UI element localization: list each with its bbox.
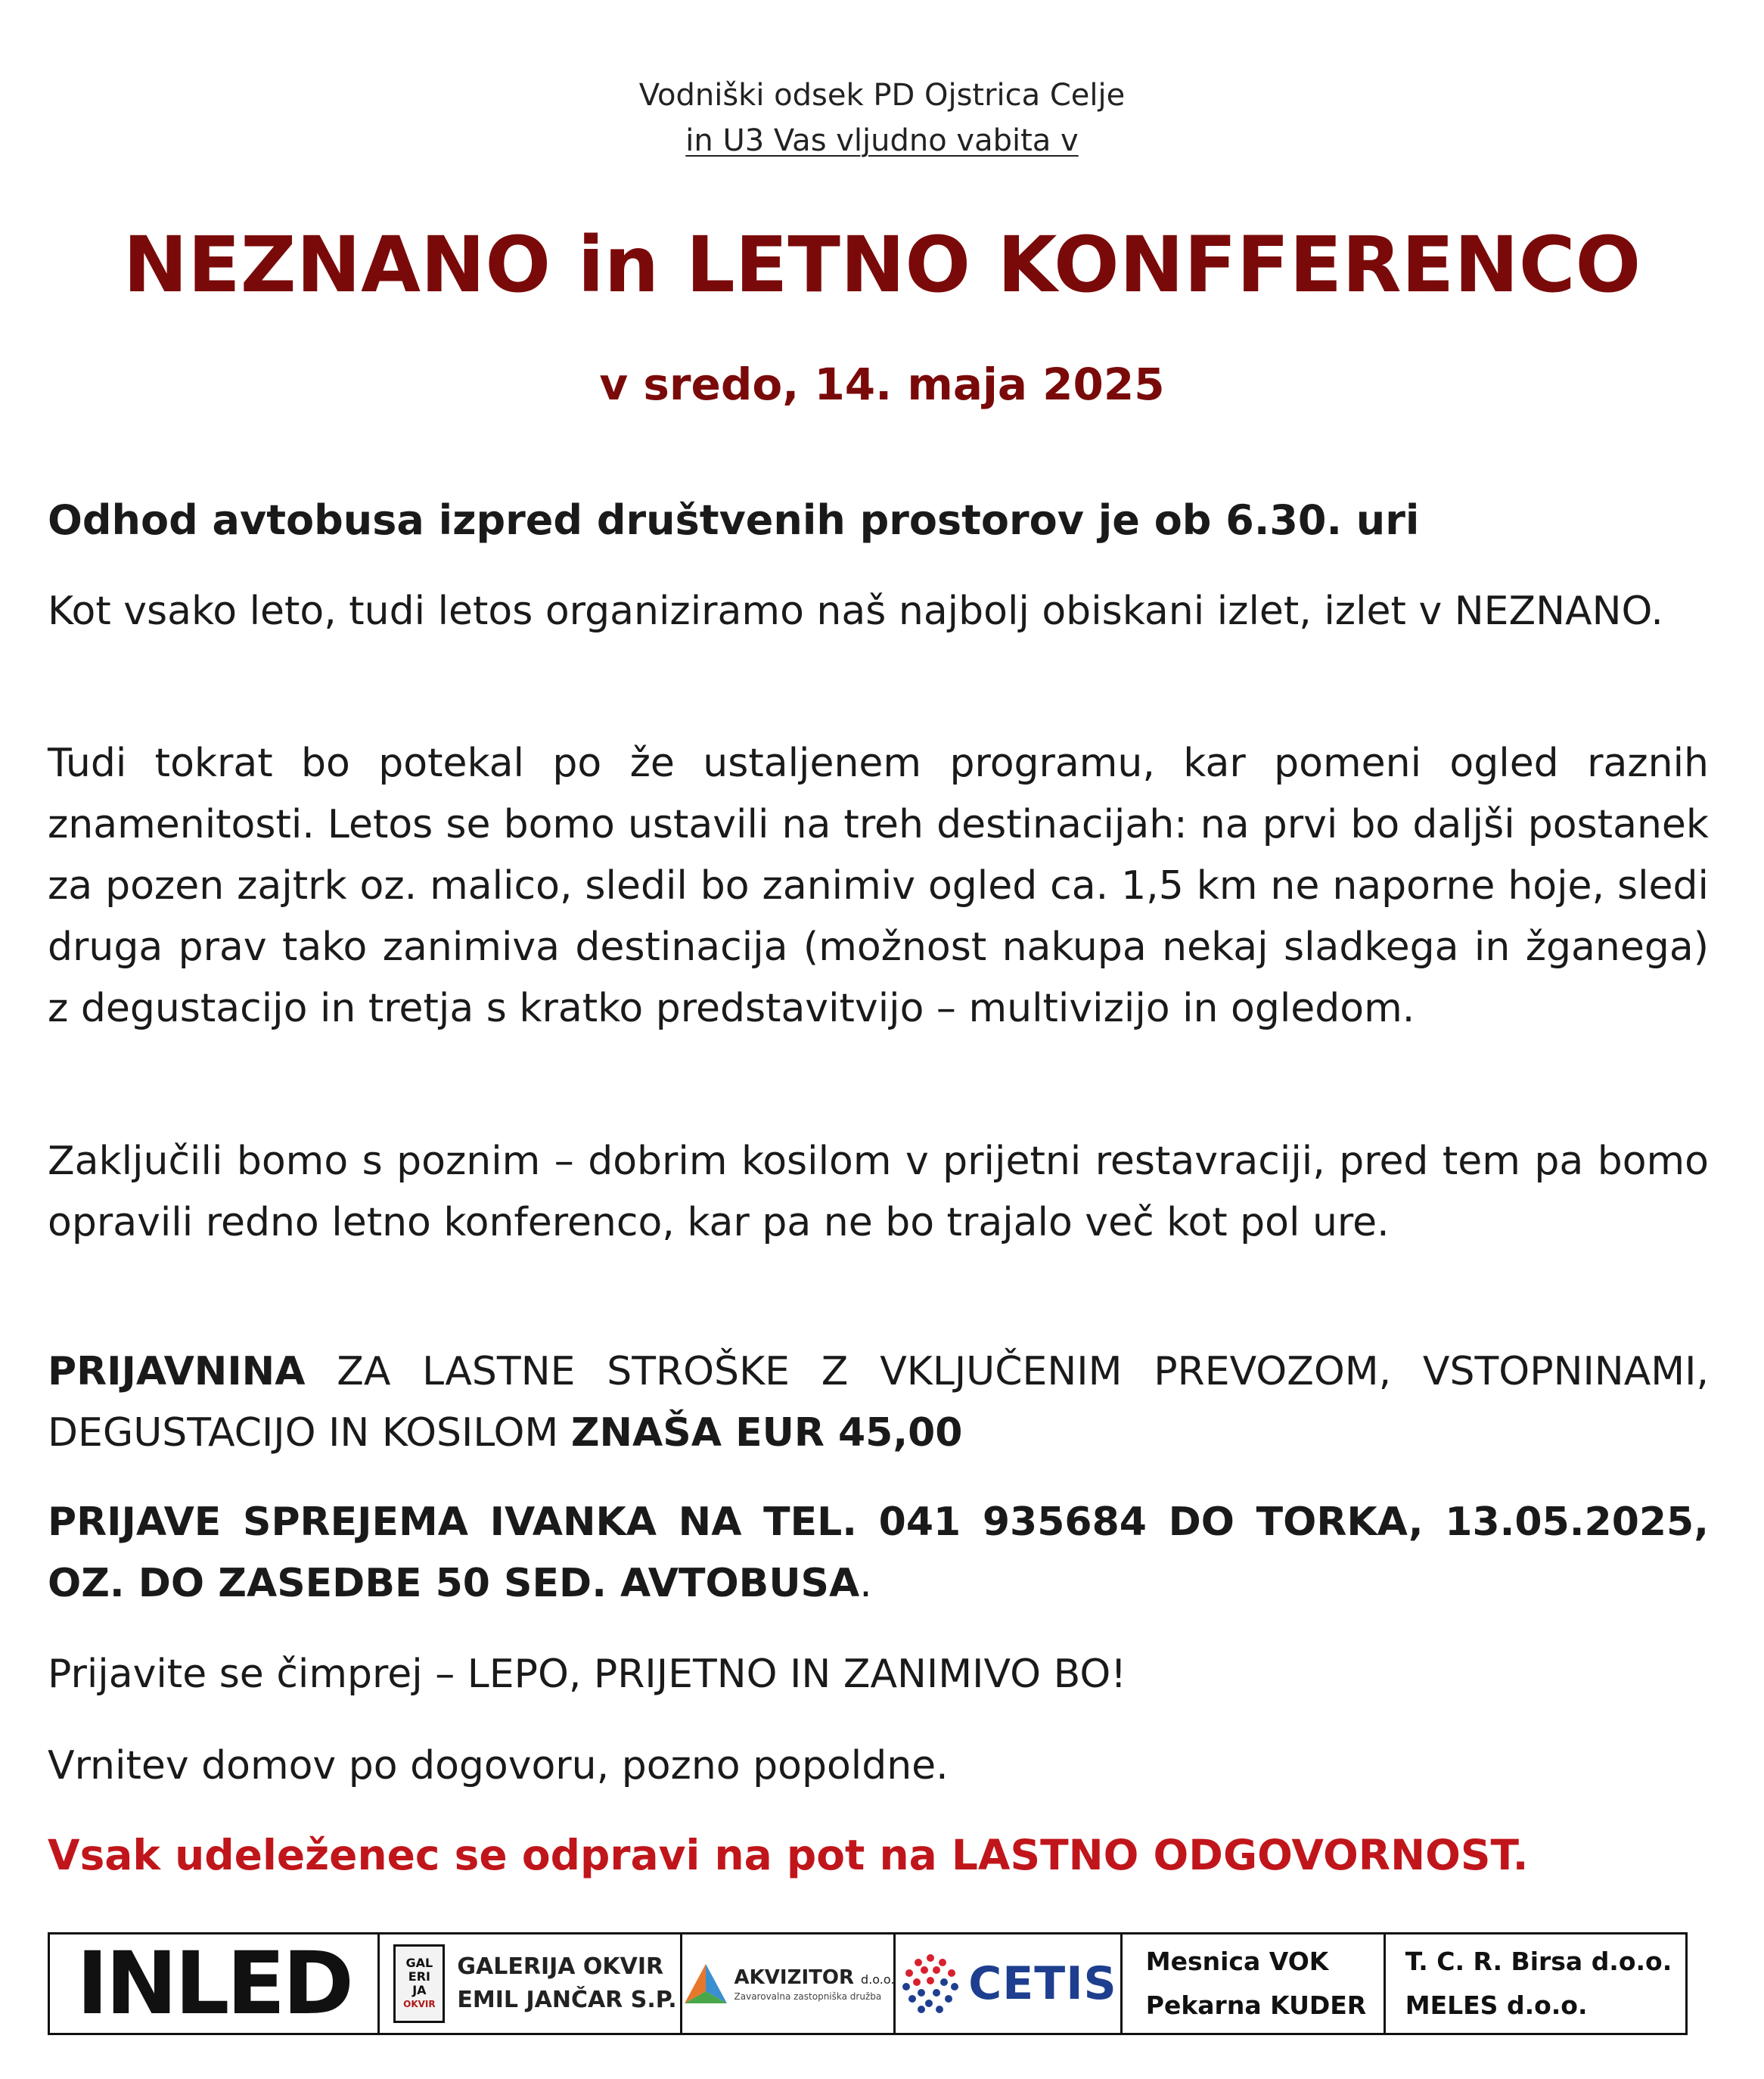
akvizitor-subtitle: Zavarovalna zastopniška družba	[734, 1990, 882, 2002]
vok-line-1: Mesnica VOK	[1145, 1947, 1329, 1976]
organizer-line: Vodniški odsek PD Ojstrica Celje	[638, 78, 1126, 113]
galerija-logo-text-1: GAL	[405, 1956, 433, 1970]
event-title: NEZNANO in LETNO KONFFERENCO	[123, 220, 1641, 310]
sponsor-inled	[50, 1934, 380, 2033]
invitation-line	[0, 118, 1764, 163]
galerija-owner: EMIL JANČAR S.P.	[457, 1987, 677, 2013]
fee-amount: ZNAŠA EUR 45,00	[570, 1410, 963, 1456]
paragraph-return: Vrnitev domov po dogovoru, pozno popoldne.	[48, 1743, 949, 1788]
galerija-logo-text-4: OKVIR	[403, 1999, 436, 2009]
fee-lead: PRIJAVNINA	[48, 1349, 306, 1394]
paragraph-fee	[48, 1341, 1709, 1464]
galerija-logo-icon	[393, 1944, 445, 2023]
akvizitor-triangle-icon	[682, 1961, 730, 2006]
akvizitor-name: AKVIZITOR	[734, 1966, 854, 1989]
birsa-line-1: T. C. R. Birsa d.o.o.	[1405, 1947, 1672, 1976]
galerija-logo-text-3: JA	[412, 1983, 427, 1997]
galerija-logo-text-2: ERI	[408, 1969, 430, 1984]
paragraph-program: Tudi tokrat bo potekal po že ustaljenem programu, kar pomeni ogled raznih znamenitosti. Letos se bomo ustavili na treh destinacijah: na prvi bo daljši postanek za pozen zajtrk oz. malico, sledil bo zanimiv ogled ca. 1,5 km ne naporne hoje, sledi druga prav tako zanimiva destinacija (možnost nakupa nekaj sladkega in žganega) z degustacijo in tretja s kratko predstavitvijo – multivizijo in ogledom.	[48, 741, 1709, 1031]
responsibility-warning: Vsak udeleženec se odpravi na pot na LASTNO ODGOVORNOST.	[48, 1831, 1529, 1879]
invitation-text: in U3 Vas vljudno vabita v	[685, 123, 1079, 158]
galerija-name: GALERIJA OKVIR	[457, 1953, 664, 1980]
birsa-line-2: MELES d.o.o.	[1405, 1990, 1588, 2020]
event-date: v sredo, 14. maja 2025	[599, 359, 1165, 410]
sponsor-akvizitor	[682, 1934, 896, 2033]
sponsor-cetis	[896, 1934, 1123, 2033]
paragraph-call-to-action: Prijavite se čimprej – LEPO, PRIJETNO IN ZANIMIVO BO!	[48, 1652, 1127, 1697]
cetis-name: CETIS	[968, 1957, 1117, 2010]
akvizitor-suffix: d.o.o.	[861, 1972, 895, 1987]
sponsor-birsa	[1386, 1934, 1685, 2033]
sponsor-mesnica-vok	[1123, 1934, 1386, 2033]
sponsor-galerija-okvir	[380, 1934, 682, 2033]
fee-description: ZA LASTNE STROŠKE Z VKLJUČENIM PREVOZOM, VSTOPNINAMI, DEGUSTACIJO IN KOSILOM	[48, 1349, 1709, 1456]
inled-logo: INLED	[76, 1933, 351, 2034]
paragraph-conclusion: Zaključili bomo s poznim – dobrim kosilom v prijetni restavraciji, pred tem pa bomo opravili redno letno konferenco, kar pa ne bo trajalo več kot pol ure.	[48, 1139, 1709, 1245]
sponsor-strip	[48, 1932, 1688, 2035]
cetis-dots-icon	[899, 1952, 962, 2015]
registration-end: .	[859, 1561, 872, 1606]
registration-text: PRIJAVE SPREJEMA IVANKA NA TEL. 041 935684 DO TORKA, 13.05.2025, OZ. DO ZASEDBE 50 SED. AVTOBUSA	[48, 1499, 1709, 1606]
paragraph-intro: Kot vsako leto, tudi letos organiziramo naš najbolj obiskani izlet, izlet v NEZNANO.	[48, 589, 1663, 634]
departure-info: Odhod avtobusa izpred društvenih prostorov je ob 6.30. uri	[48, 496, 1420, 544]
paragraph-registration	[48, 1492, 1709, 1614]
vok-line-2: Pekarna KUDER	[1145, 1990, 1367, 2020]
